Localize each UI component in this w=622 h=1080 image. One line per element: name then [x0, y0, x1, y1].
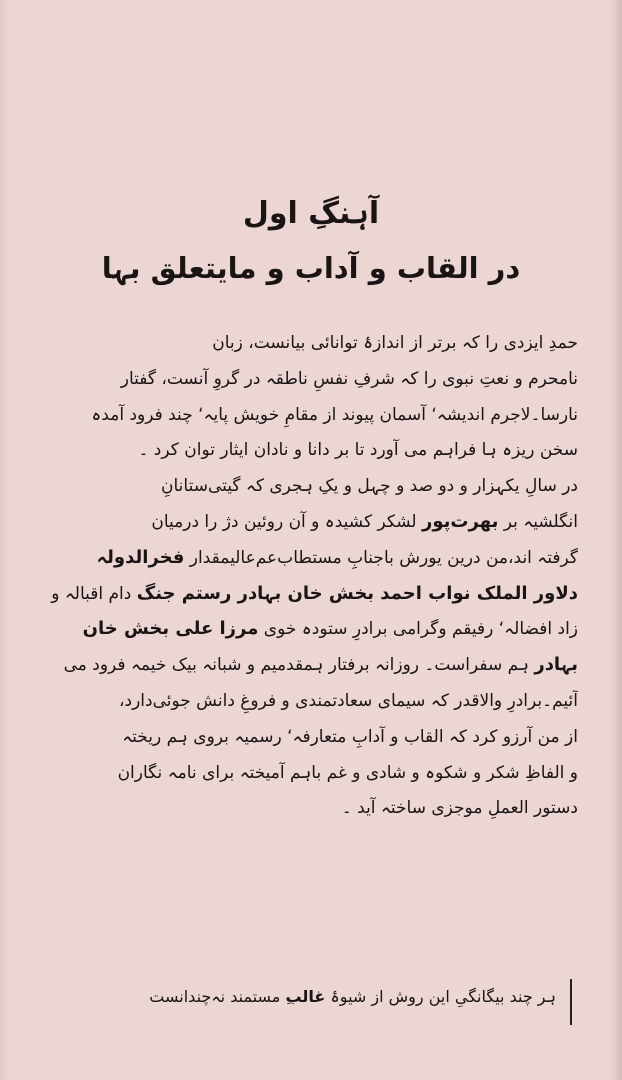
text-line: و الفاظِ شکر و شکوہ و شادی و غم باہم آمیختہ برای نامہ نگاران [117, 762, 578, 783]
text-line: دلاور الملک نواب احمد بخش خان بہادر رستم جنگ دام اقبالہ و [51, 582, 578, 604]
title-name: فخرالدولہ [96, 546, 185, 568]
text-line: نامحرم و نعتِ نبوی را کہ شرفِ نفسِ ناطقہ در گروِ آنست، گفتار [120, 368, 578, 389]
footnote-text: ہر چند بیگانگیِ این روش از شیوۂ غالبِ مستمند نہ‌چندانست [149, 987, 556, 1006]
text-line: در سالِ یکہزار و دو صد و چہل و یکِ ہجری کہ گیتی‌ستانانِ [161, 476, 578, 497]
chapter-title: آہنگِ اول [242, 196, 380, 231]
text-line: از من آرزو کرد کہ القاب و آدابِ متعارفہ‘ رسمیہ بروی ہم ریختہ [122, 726, 578, 747]
text-line: دستور العملِ موجزی ساختہ آید ۔ [341, 798, 578, 819]
footnote-rule [570, 979, 572, 1025]
text-line: آئیم۔برادرِ والاقدر کہ سیمای سعادتمندی و فروغِ دانش جوئی‌دارد، [119, 690, 578, 711]
place-name: بھرت‌پور [422, 510, 499, 532]
text-line: انگلشیہ بر بھرت‌پور لشکر کشیدہ و آن روئین دژ را درمیان [151, 510, 578, 532]
person-name: بہادر [534, 654, 578, 676]
chapter-heading [40, 188, 582, 294]
author-name: غالب [285, 987, 326, 1006]
body-paragraph [38, 325, 578, 826]
text-line: سخن ریزہ ہا فراہم می آورد تا بر دانا و نادان ایثار توان کرد ۔ [138, 440, 578, 461]
text-line: زاد افضالہ‘ رفیقم وگرامی برادرِ ستودہ خوی مرزا علی بخش خان [82, 618, 578, 640]
text-line: نارسا۔لاجرم اندیشہ‘ آسمان پیوند از مقامِ خویش پایہ‘ چند فرود آمدہ [91, 404, 578, 425]
text-line: حمدِ ایزدی را کہ برتر از اندازۂ توانائی بیانست، زبان [212, 333, 578, 353]
person-name: دلاور الملک نواب احمد بخش خان بہادر رستم جنگ [136, 582, 578, 604]
footnote [40, 975, 578, 1025]
chapter-subtitle: در القاب و آداب و مایتعلق بہا [101, 251, 521, 285]
text-line: گرفتہ اند،من درین یورش باجنابِ مستطاب‌عم‌عالیمقدار فخرالدولہ [96, 546, 578, 568]
text-line: بہادر ہم سفراست۔ روزانہ برفتار ہمقدمیم و شبانہ بیک خیمہ فرود می [63, 654, 578, 676]
person-name: مرزا علی بخش خان [82, 618, 259, 640]
